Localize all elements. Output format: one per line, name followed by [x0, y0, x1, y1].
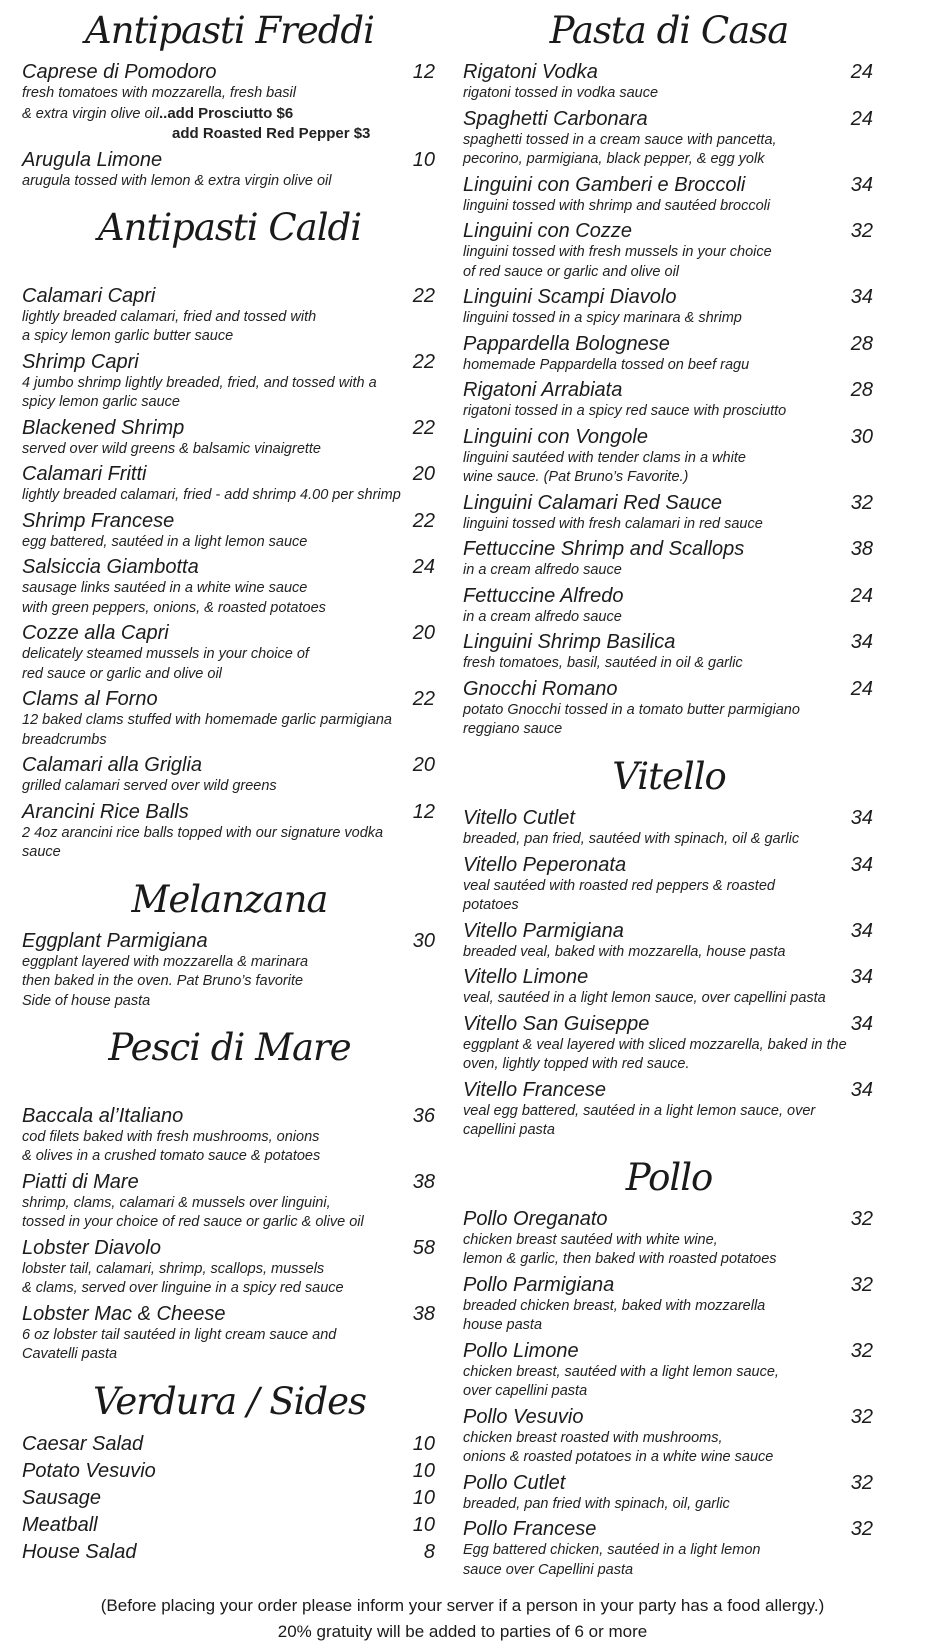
menu-item: [463, 219, 875, 282]
item-row: [463, 425, 875, 449]
item-description-line: linguini tossed with fresh mussels in your choice: [463, 244, 772, 261]
item-price: 10: [412, 1432, 435, 1455]
menu-item: [22, 350, 437, 413]
item-description-line: of red sauce or garlic and olive oil: [463, 263, 680, 280]
item-description-line: [22, 124, 437, 145]
item-row: [463, 1207, 875, 1231]
item-name: Sausage: [22, 1486, 101, 1509]
item-row: [463, 173, 875, 197]
menu-section: [22, 8, 437, 191]
item-description-line: onions & roasted potatoes in a white wine sauce: [463, 1449, 774, 1466]
item-price: 20: [412, 463, 435, 485]
item-name: Rigatoni Vodka: [463, 61, 598, 84]
item-name: Potato Vesuvio: [22, 1459, 156, 1482]
item-description-line: eggplant & veal layered with sliced mozzarella, baked in the: [463, 1036, 847, 1053]
item-description-line: Cavatelli pasta: [22, 1346, 118, 1362]
item-row: [463, 806, 875, 830]
item-row: [463, 1273, 875, 1297]
menu-item: [463, 584, 875, 628]
item-name: Linguini con Vongole: [463, 425, 648, 448]
menu-item: [22, 753, 437, 797]
item-name: Pollo Oreganato: [463, 1207, 608, 1230]
item-description-line: reggiano sauce: [463, 721, 563, 738]
item-description-line: lightly breaded calamari, fried - add shrimp 4.00 per shrimp: [22, 487, 401, 503]
item-name: Pollo Francese: [463, 1518, 597, 1541]
item-price: 20: [412, 622, 435, 644]
item-description-line: 4 jumbo shrimp lightly breaded, fried, and tossed with a: [22, 374, 377, 391]
footer-note-gratuity: 20% gratuity will be added to parties of 6 or more: [277, 1622, 648, 1642]
item-price: 24: [850, 677, 873, 700]
item-price: 34: [850, 853, 873, 876]
item-description-line: breaded, pan fried, sautéed with spinach, oil & garlic: [463, 831, 800, 847]
menu-item: [22, 1104, 437, 1167]
item-description-line: rigatoni tossed in vodka sauce: [463, 85, 659, 102]
item-description-line: Side of house pasta: [22, 992, 151, 1009]
item-name: Vitello Parmigiana: [463, 919, 624, 942]
menu-item: [463, 537, 875, 581]
item-price: 22: [412, 284, 435, 307]
item-description-line: sausage links sautéed in a white wine sauce: [22, 580, 308, 596]
item-description-line: 2 4oz arancini rice balls topped with our signature vodka: [22, 824, 384, 841]
menu-section: [22, 877, 437, 1012]
menu-item: [463, 173, 875, 217]
menu-item: [463, 806, 875, 850]
item-row: [22, 621, 437, 645]
menu-section: [22, 205, 437, 862]
item-row: [22, 929, 437, 953]
menu-item: [463, 107, 875, 170]
menu-item: [463, 1273, 875, 1336]
item-description-line: lightly breaded calamari, fried and tossed with: [22, 308, 317, 325]
menu-item: [463, 630, 875, 674]
menu-footer: [0, 1593, 925, 1645]
item-price: 32: [850, 220, 873, 243]
item-description-line: eggplant layered with mozzarella & marinara: [22, 953, 309, 970]
item-description-line: 6 oz lobster tail sautéed in light cream sauce and: [22, 1326, 337, 1343]
item-price: 10: [412, 1486, 435, 1509]
item-price: 22: [412, 416, 435, 439]
item-name: Salsiccia Giambotta: [22, 556, 199, 578]
item-row: [22, 687, 437, 711]
menu-item: [22, 1302, 437, 1365]
item-description-line: cod filets baked with fresh mushrooms, onions: [22, 1128, 320, 1145]
item-description-line: linguini tossed in a spicy marinara & shrimp: [463, 310, 742, 327]
item-price: 36: [412, 1104, 435, 1127]
menu-item: [22, 1170, 437, 1233]
item-price: 30: [850, 425, 873, 448]
item-description-line: house pasta: [463, 1317, 543, 1334]
item-name: Eggplant Parmigiana: [22, 929, 208, 952]
item-price: 34: [850, 807, 873, 829]
item-description-line: linguini tossed with shrimp and sautéed broccoli: [463, 197, 771, 214]
menu-item: [463, 332, 875, 376]
section-title: Pesci di Mare: [108, 1026, 351, 1070]
item-row: [463, 1078, 875, 1102]
section-title: Pollo: [625, 1155, 713, 1199]
section-title: Pasta di Casa: [549, 9, 789, 52]
item-price: 22: [412, 509, 435, 532]
item-row: [22, 60, 437, 84]
item-row: [463, 965, 875, 989]
item-description-line: lemon & garlic, then baked with roasted potatoes: [463, 1251, 777, 1268]
item-price: 38: [850, 538, 873, 561]
item-name: Fettuccine Alfredo: [463, 584, 624, 607]
menu-column-left: [22, 6, 437, 1583]
item-row: [463, 107, 875, 131]
item-name: Pollo Limone: [463, 1339, 579, 1362]
item-description-line: a spicy lemon garlic butter sauce: [22, 328, 234, 344]
item-name: Linguini Shrimp Basilica: [463, 631, 676, 654]
item-row: [22, 509, 437, 533]
menu-column-right: [463, 6, 875, 1583]
item-name: Vitello Peperonata: [463, 853, 627, 876]
menu-item: [463, 1339, 875, 1402]
item-name: Calamari Fritti: [22, 463, 147, 485]
item-price: 34: [850, 286, 873, 309]
item-price: 30: [412, 929, 435, 952]
item-description-line: over capellini pasta: [463, 1383, 588, 1400]
item-name: Calamari Capri: [22, 284, 156, 307]
menu-item: [463, 1012, 875, 1075]
item-description-line: fresh tomatoes with mozzarella, fresh basil: [22, 85, 296, 102]
item-row: [463, 332, 875, 356]
item-description-line: breaded veal, baked with mozzarella, house pasta: [463, 943, 786, 960]
menu-section: [463, 1155, 875, 1581]
menu-item: [22, 1458, 437, 1485]
item-price: 32: [850, 1339, 873, 1362]
item-description-line: pecorino, parmigiana, black pepper, & egg yolk: [463, 151, 765, 168]
item-description-line: breaded chicken breast, baked with mozzarella: [463, 1297, 766, 1314]
menu-item: [463, 60, 875, 104]
item-price: 32: [850, 1471, 873, 1494]
item-name: Meatball: [22, 1513, 98, 1536]
footer-note-allergy: (Before placing your order please inform your server if a person in your party has a food allergy.): [100, 1596, 825, 1616]
item-name: House Salad: [22, 1540, 137, 1563]
item-row: [463, 378, 875, 402]
item-description-line: potato Gnocchi tossed in a tomato butter parmigiano: [463, 701, 800, 718]
item-price: 32: [850, 1207, 873, 1230]
section-title: Antipasti Freddi: [85, 9, 374, 52]
item-row: [463, 219, 875, 243]
item-row: [463, 60, 875, 84]
item-description-line: potatoes: [463, 897, 519, 913]
item-row: [22, 350, 437, 374]
item-description-line: served over wild greens & balsamic vinaigrette: [22, 440, 321, 457]
item-description-line: sauce over Capellini pasta: [463, 1561, 634, 1578]
item-row: [22, 1104, 437, 1128]
item-row: [463, 853, 875, 877]
item-description-line: red sauce or garlic and olive oil: [22, 665, 222, 682]
item-description-line: chicken breast roasted with mushrooms,: [463, 1429, 723, 1446]
menu-item: [463, 378, 875, 422]
item-description-line: with green peppers, onions, & roasted potatoes: [22, 599, 326, 616]
item-name: Vitello Francese: [463, 1078, 607, 1101]
section-title: Antipasti Caldi: [97, 206, 362, 250]
item-row: [22, 1431, 437, 1458]
item-description-line: oven, lightly topped with red sauce.: [463, 1056, 690, 1072]
item-row: [463, 919, 875, 943]
menu-item: [22, 1485, 437, 1512]
item-price: 22: [412, 350, 435, 373]
item-name: Linguini Calamari Red Sauce: [463, 491, 723, 514]
item-name: Calamari alla Griglia: [22, 754, 203, 776]
item-description-line: & olives in a crushed tomato sauce & potatoes: [22, 1148, 321, 1164]
item-name: Linguini Scampi Diavolo: [463, 286, 677, 309]
item-name: Caesar Salad: [22, 1432, 144, 1455]
item-price: 10: [412, 1513, 435, 1536]
item-row: [22, 148, 437, 172]
item-name: Linguini con Cozze: [463, 220, 632, 243]
item-price: 20: [412, 754, 435, 776]
menu-item: [463, 1078, 875, 1141]
item-row: [22, 753, 437, 777]
section-title: Melanzana: [131, 877, 328, 921]
section-title: Vitello: [612, 754, 726, 798]
item-description-line: chicken breast, sautéed with a light lemon sauce,: [463, 1363, 779, 1380]
item-price: 32: [850, 1405, 873, 1428]
item-name: Piatti di Mare: [22, 1170, 139, 1193]
item-price: 34: [850, 1012, 873, 1035]
item-price: 24: [850, 107, 873, 130]
item-description-line: grilled calamari served over wild greens: [22, 778, 277, 794]
item-row: [22, 1302, 437, 1326]
item-price: 22: [412, 688, 435, 710]
menu-item: [22, 1236, 437, 1299]
item-name: Baccala al’Italiano: [22, 1104, 184, 1127]
item-name: Gnocchi Romano: [463, 677, 618, 700]
item-name: Caprese di Pomodoro: [22, 61, 217, 84]
section-title: Verdura / Sides: [93, 1379, 366, 1423]
item-name: Blackened Shrimp: [22, 416, 185, 439]
item-name: Cozze alla Capri: [22, 622, 169, 644]
item-description-line: 12 baked clams stuffed with homemade garlic parmigiana: [22, 712, 392, 728]
item-description-line: breaded, pan fried with spinach, oil, garlic: [463, 1495, 730, 1512]
item-description-line: delicately steamed mussels in your choice of: [22, 646, 309, 662]
menu-section: [22, 1025, 437, 1364]
menu-item: [22, 1539, 437, 1566]
item-row: [463, 677, 875, 701]
item-price: 10: [412, 148, 435, 171]
menu-item: [463, 919, 875, 963]
item-description-line: in a cream alfredo sauce: [463, 562, 622, 579]
item-description-line: linguini sautéed with tender clams in a white: [463, 449, 746, 466]
menu-item: [22, 1512, 437, 1539]
item-description-line: in a cream alfredo sauce: [463, 608, 622, 625]
item-description-line: Egg battered chicken, sautéed in a light lemon: [463, 1542, 761, 1559]
item-description-line: spicy lemon garlic sauce: [22, 394, 180, 410]
item-description-line: linguini tossed with fresh calamari in red sauce: [463, 515, 763, 532]
item-row: [22, 800, 437, 824]
item-row: [22, 1485, 437, 1512]
item-name: Vitello San Guiseppe: [463, 1012, 650, 1035]
item-name: Fettuccine Shrimp and Scallops: [463, 538, 745, 561]
item-price: 32: [850, 1273, 873, 1296]
item-name: Lobster Mac & Cheese: [22, 1302, 226, 1325]
menu-item: [463, 965, 875, 1009]
item-description-line: & clams, served over linguine in a spicy red sauce: [22, 1280, 344, 1296]
item-row: [22, 555, 437, 579]
item-price: 24: [850, 61, 873, 84]
menu-item: [463, 853, 875, 916]
menu-section: [463, 8, 875, 740]
item-row: [463, 584, 875, 608]
item-row: [22, 284, 437, 308]
item-description-addon: add Roasted Red Pepper $3: [172, 125, 371, 143]
item-name: Pollo Parmigiana: [463, 1273, 615, 1296]
item-row: [463, 537, 875, 561]
item-description-line: capellini pasta: [463, 1122, 555, 1138]
item-description-line: arugula tossed with lemon & extra virgin olive oil: [22, 172, 332, 189]
menu-item: [22, 555, 437, 618]
menu-item: [22, 621, 437, 684]
item-name: Pappardella Bolognese: [463, 332, 670, 355]
item-price: 34: [850, 173, 873, 196]
item-price: 38: [412, 1302, 435, 1325]
item-name: Clams al Forno: [22, 688, 158, 710]
item-price: 32: [850, 491, 873, 514]
item-price: 12: [412, 61, 435, 84]
menu-item: [22, 1431, 437, 1458]
item-name: Shrimp Francese: [22, 509, 175, 532]
item-price: 34: [850, 966, 873, 988]
item-name: Vitello Limone: [463, 966, 589, 988]
item-row: [463, 491, 875, 515]
item-row: [22, 462, 437, 486]
item-price: 28: [850, 332, 873, 355]
item-row: [22, 1539, 437, 1566]
item-row: [22, 1512, 437, 1539]
menu-item: [22, 687, 437, 750]
menu-item: [463, 677, 875, 740]
item-name: Lobster Diavolo: [22, 1236, 161, 1259]
item-price: 34: [850, 631, 873, 654]
menu-item: [22, 148, 437, 192]
item-description-line: tossed in your choice of red sauce or garlic & olive oil: [22, 1214, 364, 1230]
menu-item: [22, 929, 437, 1012]
item-description-line: spaghetti tossed in a cream sauce with pancetta,: [463, 131, 777, 148]
item-row: [463, 1471, 875, 1495]
item-price: 12: [412, 800, 435, 823]
item-row: [463, 1012, 875, 1036]
item-description-line: veal, sautéed in a light lemon sauce, over capellini pasta: [463, 990, 826, 1006]
item-description-line: fresh tomatoes, basil, sautéed in oil & garlic: [463, 655, 743, 672]
item-name: Pollo Vesuvio: [463, 1405, 584, 1428]
menu-item: [22, 509, 437, 553]
item-row: [463, 285, 875, 309]
item-row: [463, 1339, 875, 1363]
menu-item: [22, 60, 437, 145]
menu-item: [463, 491, 875, 535]
menu-item: [463, 1405, 875, 1468]
item-name: Linguini con Gamberi e Broccoli: [463, 173, 746, 196]
item-price: 34: [850, 919, 873, 942]
item-price: 32: [850, 1518, 873, 1541]
item-name: Pollo Cutlet: [463, 1471, 566, 1494]
menu-item: [463, 285, 875, 329]
item-name: Vitello Cutlet: [463, 807, 575, 829]
item-name: Rigatoni Arrabiata: [463, 379, 623, 402]
item-name: Arugula Limone: [22, 148, 163, 171]
item-name: Arancini Rice Balls: [22, 800, 189, 823]
item-description-line: lobster tail, calamari, shrimp, scallops, mussels: [22, 1260, 325, 1277]
item-price: 58: [412, 1236, 435, 1259]
item-price: 10: [412, 1459, 435, 1482]
item-price: 24: [412, 556, 435, 578]
item-price: 34: [850, 1078, 873, 1101]
item-row: [463, 630, 875, 654]
item-row: [22, 1458, 437, 1485]
item-description-line: homemade Pappardella tossed on beef ragu: [463, 356, 750, 373]
item-row: [463, 1517, 875, 1541]
menu-section: [22, 1379, 437, 1566]
item-name: Shrimp Capri: [22, 350, 139, 373]
item-description-text: & extra virgin olive oil: [22, 105, 159, 122]
item-price: 38: [412, 1170, 435, 1193]
item-description-line: veal egg battered, sautéed in a light lemon sauce, over: [463, 1102, 816, 1119]
item-description-line: chicken breast sautéed with white wine,: [463, 1231, 718, 1248]
menu-item: [22, 284, 437, 347]
menu-item: [463, 1471, 875, 1515]
item-description-line: then baked in the oven. Pat Bruno’s favorite: [22, 973, 304, 990]
item-description-line: veal sautéed with roasted red peppers & roasted: [463, 877, 775, 894]
item-row: [22, 1236, 437, 1260]
menu-item: [22, 462, 437, 506]
item-row: [22, 416, 437, 440]
item-description-line: breadcrumbs: [22, 731, 107, 748]
item-description-line: shrimp, clams, calamari & mussels over linguini,: [22, 1194, 331, 1211]
item-price: 28: [850, 379, 873, 402]
item-row: [22, 1170, 437, 1194]
item-description-line: wine sauce. (Pat Bruno’s Favorite.): [463, 469, 689, 486]
menu-section: [463, 754, 875, 1141]
item-price: 24: [850, 584, 873, 607]
menu-item: [463, 1207, 875, 1270]
item-description-addon: ..add Prosciutto $6: [159, 104, 294, 122]
item-description-line: rigatoni tossed in a spicy red sauce with prosciutto: [463, 403, 787, 420]
item-price: 8: [423, 1540, 435, 1563]
menu-item: [463, 1517, 875, 1580]
menu-item: [22, 416, 437, 460]
item-name: Spaghetti Carbonara: [463, 107, 648, 130]
menu-item: [22, 800, 437, 863]
item-description-line: egg battered, sautéed in a light lemon sauce: [22, 533, 308, 550]
item-description-line: sauce: [22, 844, 61, 860]
item-description-line: [22, 104, 437, 125]
item-row: [463, 1405, 875, 1429]
menu-item: [463, 425, 875, 488]
